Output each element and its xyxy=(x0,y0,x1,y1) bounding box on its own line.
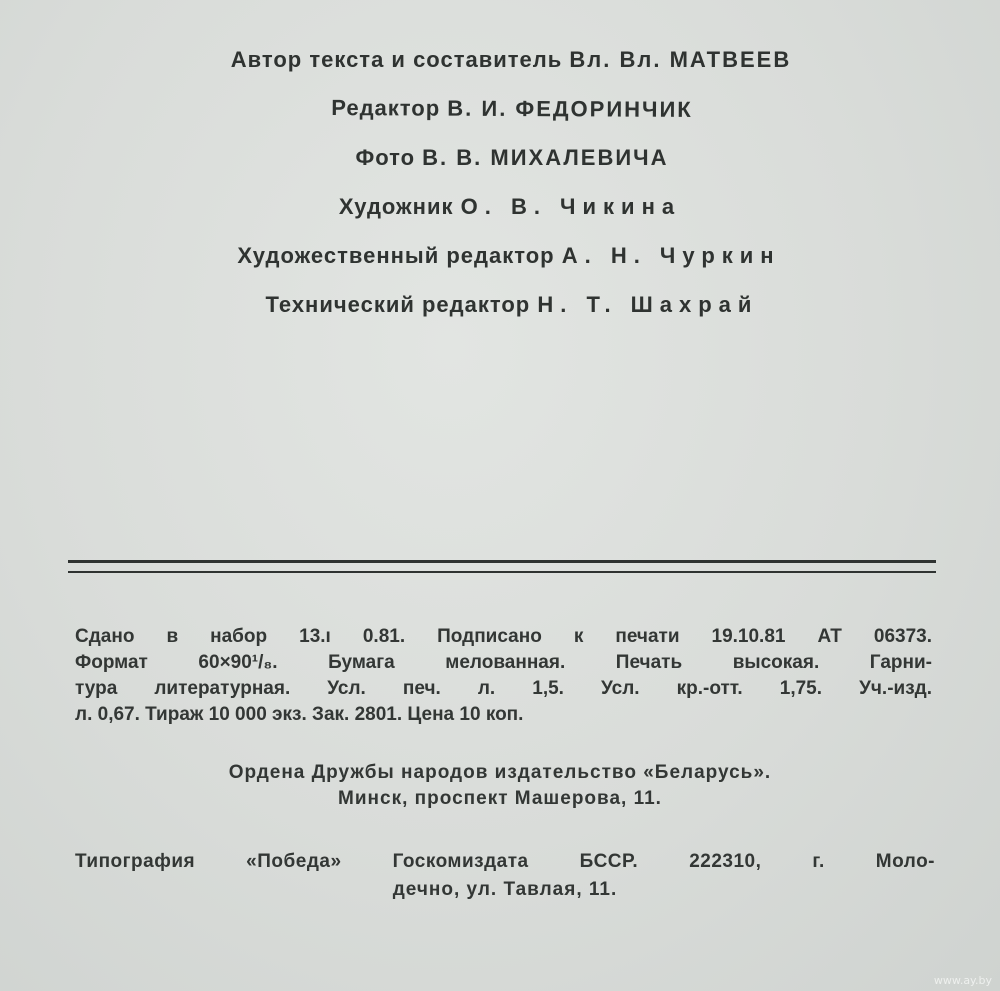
credit-editor xyxy=(24,86,1000,140)
watermark: www.ay.by xyxy=(933,974,992,987)
credit-tech-editor xyxy=(24,285,1000,334)
printer-line: дечно, ул. Тавлая, 11. xyxy=(392,879,618,900)
credit-role: Художник xyxy=(338,194,454,219)
credit-artist xyxy=(20,187,1000,236)
publisher-address: Минск, проспект Машерова, 11. xyxy=(338,788,662,809)
credit-photo xyxy=(24,138,1000,187)
printer-block xyxy=(75,848,935,904)
credit-role: Автор текста и составитель xyxy=(230,47,563,72)
credit-role: Редактор xyxy=(331,95,441,121)
credit-role: Технический редактор xyxy=(265,292,531,317)
divider-rule-bottom xyxy=(68,571,936,573)
imprint-line: Формат 60×90¹/₈. Бумага мелованная. Печать высокая. Гарни- xyxy=(75,652,932,673)
imprint-line: тура литературная. Усл. печ. л. 1,5. Усл. кр.-отт. 1,75. Уч.-изд. xyxy=(75,678,932,699)
imprint-line: л. 0,67. Тираж 10 000 экз. Зак. 2801. Цена 10 коп. xyxy=(75,704,524,725)
publisher-name: Ордена Дружбы народов издательство «Беларусь». xyxy=(228,762,772,783)
double-rule xyxy=(68,560,936,573)
credit-name: Н. Т. Шахрай xyxy=(537,292,759,317)
credit-art-editor xyxy=(18,236,1000,285)
credit-name: В. В. МИХАЛЕВИЧА xyxy=(422,145,669,170)
credit-name: А. Н. Чуркин xyxy=(561,243,781,268)
credit-role: Фото xyxy=(355,145,416,170)
credit-author xyxy=(22,40,1000,89)
divider-rule-top xyxy=(68,560,936,563)
credit-name: Вл. Вл. МАТВЕЕВ xyxy=(569,47,792,72)
credit-role: Художественный редактор xyxy=(237,243,555,268)
printer-line: Типография «Победа» Госкомиздата БССР. 222310, г. Моло- xyxy=(75,851,935,872)
credits-block xyxy=(0,40,1000,334)
imprint-block xyxy=(75,624,932,728)
publisher-block xyxy=(0,760,1000,812)
credit-name: О. В. Чикина xyxy=(460,194,682,219)
imprint-line: Сдано в набор 13.ı 0.81. Подписано к печати 19.10.81 АТ 06373. xyxy=(75,626,932,647)
credit-name: В. И. ФЕДОРИНЧИК xyxy=(447,95,693,122)
